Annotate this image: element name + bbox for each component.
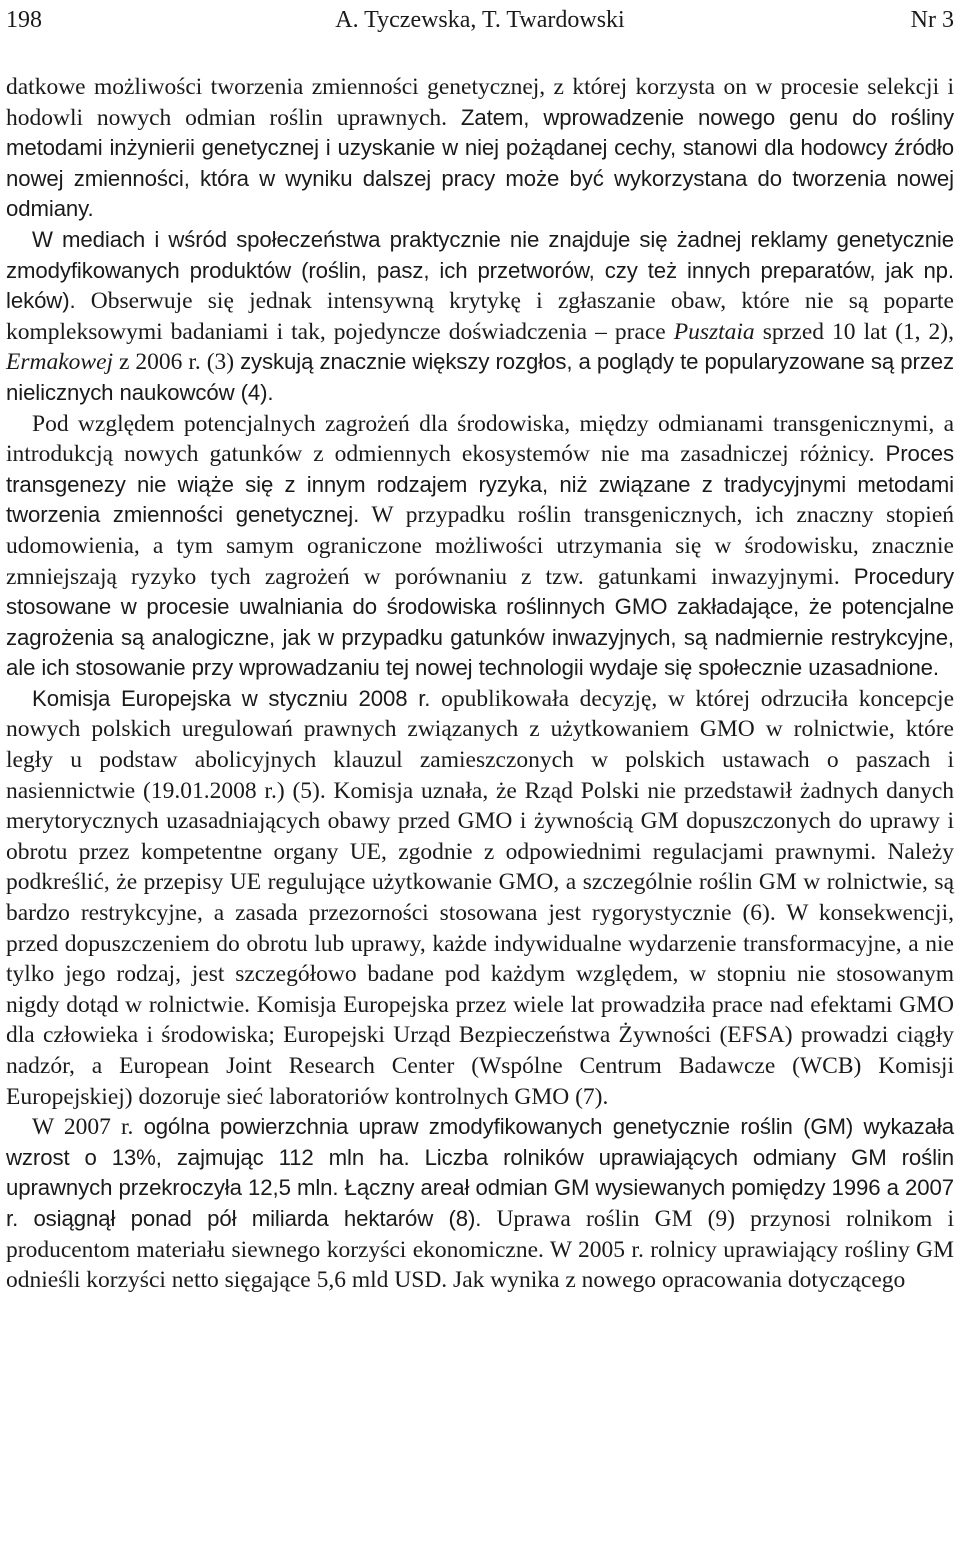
text-run: ogólna powierzchnia upraw zmodyfikowanych genetycznie roślin (GM) wykazała wzrost o 13%, zajmując 112 mln ha. Liczba rolników uprawiających odmiany GM roślin uprawnych przekroczyła 12,5 mln. Łączny areał odmian GM wysiewanych pomiędzy 1996 a 2007 r. osiągnął ponad pół miliarda hektarów (8). — [6, 1114, 954, 1231]
text-run: Komisja Europejska w styczniu 2008 r. — [32, 685, 442, 711]
paragraph-1 — [6, 72, 954, 225]
text-run: z 2006 r. (3) — [113, 349, 241, 376]
text-run: W przypadku roślin transgenicznych, ich znaczny stopień udomowienia, a tym samym ograniczone możliwości utrzymania się w środowisku, znacznie zmniejszają ryzyko tych zagrożeń w porównaniu z tzw. gatunkami inwazyjnymi. — [6, 502, 954, 590]
paragraph-2 — [6, 225, 954, 409]
running-header — [6, 0, 954, 40]
issue-number: Nr 3 — [910, 7, 954, 33]
author-name-ermakowa: Ermakowej — [6, 349, 114, 376]
text-run: sprzed 10 lat (1, 2), — [754, 318, 954, 345]
text-run: Obserwuje się jednak intensywną krytykę i zgłaszanie obaw, które nie są poparte kompleksowymi badaniami i tak, pojedyncze doświadczenia – prace — [6, 288, 954, 345]
text-run: Pod względem potencjalnych zagrożeń dla środowiska, między odmianami transgenicznymi, a introdukcją nowych gatunków z odmiennych ekosystemów nie ma zasadniczej różnicy. — [6, 410, 954, 468]
text-run: Proces transgenezy nie wiąże się z innym rodzajem ryzyka, niż związane z tradycyjnymi metodami tworzenia zmienności genetycznej. — [6, 441, 954, 528]
text-run: W mediach i wśród społeczeństwa praktycznie nie znajduje się żadnej reklamy genetycznie zmodyfikowanych produktów (roślin, pasz, ich przetworów, czy też innych preparatów, jak np. leków). — [6, 226, 954, 314]
paragraph-5 — [6, 1112, 954, 1296]
text-run: Uprawa roślin GM (9) przynosi rolnikom i producentom materiału siewnego korzyści ekonomiczne. W 2005 r. rolnicy uprawiający rośliny GM odnieśli korzyści netto sięgające 5,6 mld USD. Jak wynika z nowego opracowania dotyczącego — [6, 1205, 954, 1294]
text-run: zyskują znacznie większy rozgłos, a poglądy te popularyzowane są przez nielicznych naukowców (4). — [6, 349, 954, 405]
text-run: W 2007 r. — [32, 1114, 144, 1141]
paragraph-3 — [6, 409, 954, 684]
paragraph-4 — [6, 684, 954, 1112]
text-run: Zatem, wprowadzenie nowego genu do rośliny metodami inżynierii genetycznej i uzyskanie w niej pożądanej cechy, stanowi dla hodowcy źródło nowej zmienności, która w wyniku dalszej pracy może być wykorzystana do tworzenia nowej odmiany. — [6, 104, 955, 222]
author-name-pusztai: Pusztaia — [673, 318, 755, 345]
text-run: opublikowała decyzję, w której odrzuciła koncepcje nowych polskich uregulowań prawnych związanych z użytkowaniem GMO w rolnictwie, które legły u podstaw abolicyjnych klauzul zamieszczonych w polskich ustawach o paszach i nasiennictwie (19.01.2008 r.) (5). Komisja uznała, że Rząd Polski nie przedstawił żadnych danych merytorycznych uzasadniających obawy przed GMO i żywnością GM dopuszczonych do uprawy i obrotu przez kompetentne organy UE, zgodnie z odpowiednimi regulacjami prawnymi. Należy podkreślić, że przepisy UE regulujące użytkowanie GMO, a szczególnie roślin GM w rolnictwie, są bardzo restrykcyjne, a zasada przezorności stosowana jest rygorystycznie (6). W konsekwencji, przed dopuszczeniem do obrotu lub uprawy, każde indywidualne wydarzenie transformacyjne, a nie tylko jego rodzaj, jest szczegółowo badane pod każdym względem, w stopniu nie stosowanym nigdy dotąd w rolnictwie. Komisja Europejska przez wiele lat prowadziła prace nad efektami GMO dla człowieka i środowiska; Europejski Urząd Bezpieczeństwa Żywności (EFSA) prowadzi ciągły nadzór, a European Joint Research Center (Wspólne Centrum Badawcze (WCB) Komisji Europejskiej) dozoruje sieć laboratoriów kontrolnych GMO (7). — [6, 685, 954, 1110]
document-page — [6, 0, 954, 1296]
body-text — [6, 72, 954, 1296]
running-header-authors: A. Tyczewska, T. Twardowski — [335, 7, 625, 33]
text-run: Procedury stosowane w procesie uwalniania do środowiska roślinnych GMO zakładające, że potencjalne zagrożenia są analogiczne, jak w przypadku gatunków inwazyjnych, są nadmiernie restrykcyjne, ale ich stosowanie przy wprowadzaniu tej nowej technologii wydaje się społecznie uzasadnione. — [6, 563, 954, 681]
page-number: 198 — [6, 7, 42, 33]
text-run: datkowe możliwości tworzenia zmienności genetycznej, z której korzysta on w procesie selekcji i hodowli nowych odmian roślin uprawnych. — [6, 74, 954, 131]
